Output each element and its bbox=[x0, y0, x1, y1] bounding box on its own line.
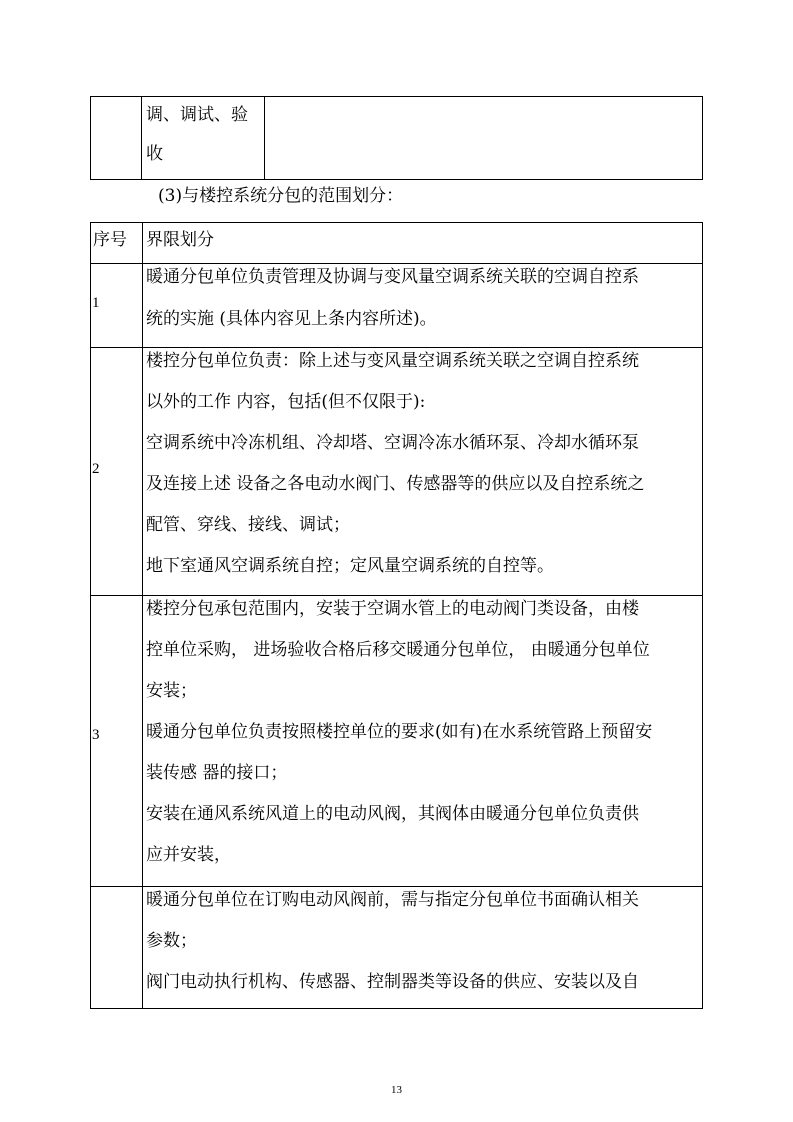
scope-table bbox=[90, 222, 703, 1009]
row-text: 配管、穿线、接线、调试； bbox=[146, 515, 350, 535]
row-text: 装传感 器的接口； bbox=[146, 763, 288, 783]
header-scope: 界限划分 bbox=[146, 230, 214, 250]
row-divider bbox=[91, 886, 702, 887]
row-text: 地下室通风空调系统自控；定风量空调系统的自控等。 bbox=[146, 556, 554, 576]
continuation-line: 收 bbox=[146, 144, 163, 164]
column-divider bbox=[142, 223, 143, 1008]
row-text: 以外的工作 内容，包括(但不仅限于): bbox=[146, 392, 426, 412]
row-divider bbox=[91, 595, 702, 596]
row-number: 3 bbox=[92, 727, 100, 743]
continuation-cell bbox=[142, 97, 265, 179]
row-text: 应并安装， bbox=[146, 845, 231, 865]
continuation-line: 调、调试、验 bbox=[146, 105, 248, 125]
row-number: 2 bbox=[92, 461, 100, 477]
row-text: 安装； bbox=[146, 681, 197, 701]
continuation-table bbox=[90, 96, 703, 180]
row-text: 暖通分包单位负责管理及协调与变风量空调系统关联的空调自控系 bbox=[146, 267, 639, 287]
row-divider bbox=[91, 347, 702, 348]
row-text: 统的实施 (具体内容见上条内容所述)。 bbox=[146, 309, 437, 329]
section-title: (3)与楼控系统分包的范围划分： bbox=[158, 186, 404, 206]
row-text: 阀门电动执行机构、传感器、控制器类等设备的供应、安装以及自 bbox=[146, 972, 639, 992]
row-text: 及连接上述 设备之各电动水阀门、传感器等的供应以及自控系统之 bbox=[146, 474, 645, 494]
row-number: 1 bbox=[92, 295, 100, 311]
row-text: 控单位采购， 进场验收合格后移交暖通分包单位， 由暖通分包单位 bbox=[146, 640, 650, 660]
row-text: 楼控分包承包范围内，安装于空调水管上的电动阀门类设备，由楼 bbox=[146, 599, 639, 619]
row-text: 楼控分包单位负责：除上述与变风量空调系统关联之空调自控系统 bbox=[146, 351, 639, 371]
row-text: 暖通分包单位在订购电动风阀前，需与指定分包单位书面确认相关 bbox=[146, 890, 639, 910]
row-text: 参数； bbox=[146, 931, 197, 951]
header-number: 序号 bbox=[93, 230, 127, 250]
page-number: 13 bbox=[391, 1084, 402, 1096]
row-text: 安装在通风系统风道上的电动风阀，其阀体由暖通分包单位负责供 bbox=[146, 804, 639, 824]
row-divider bbox=[91, 263, 702, 264]
row-text: 暖通分包单位负责按照楼控单位的要求(如有)在水系统管路上预留安 bbox=[146, 722, 653, 742]
row-text: 空调系统中冷冻机组、冷却塔、空调冷冻水循环泵、冷却水循环泵 bbox=[146, 433, 639, 453]
continuation-cell-empty bbox=[91, 97, 142, 179]
